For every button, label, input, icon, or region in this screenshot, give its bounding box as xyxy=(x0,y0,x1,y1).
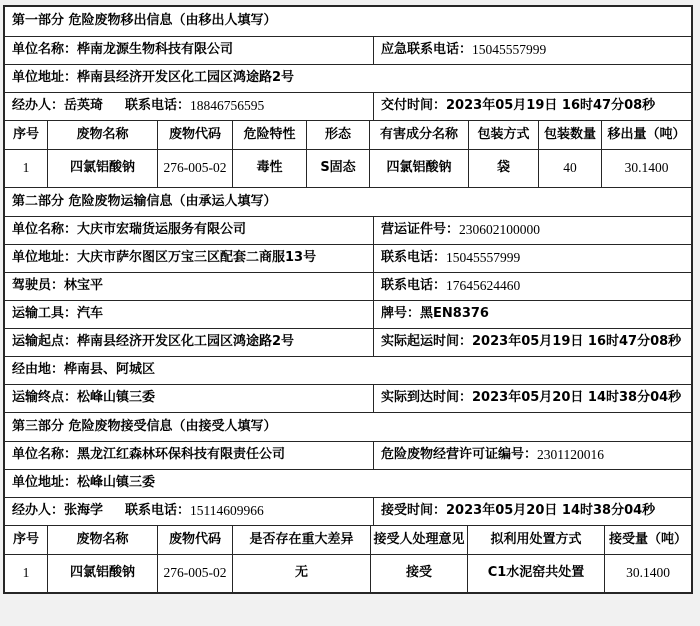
part3-table-header-row xyxy=(5,525,691,554)
field-label: 单位名称： xyxy=(12,42,78,58)
waste-serial: 1 xyxy=(22,160,30,176)
field-value: 松峰山镇三委 xyxy=(77,390,156,406)
waste-code: 276-005-02 xyxy=(157,555,232,592)
field-label: 单位地址： xyxy=(12,70,78,86)
field-label: 经由地： xyxy=(12,362,65,378)
part2-address-row xyxy=(5,244,691,272)
part2-phone-cell xyxy=(373,245,691,272)
field-value: 15045557999 xyxy=(472,42,547,58)
part1-unit-address-cell xyxy=(5,65,691,92)
via-cell xyxy=(5,357,691,384)
column-header: 拟利用处置方式 xyxy=(467,526,604,554)
field-value: 桦南县、阿城区 xyxy=(64,362,156,378)
part3-title-row xyxy=(5,412,691,441)
part2-title-row xyxy=(5,187,691,216)
field-label: 联系电话： xyxy=(125,503,191,519)
column-header: 移出量（吨） xyxy=(601,121,691,149)
field-value: 黑EN8376 xyxy=(420,306,489,322)
part2-driver-row xyxy=(5,272,691,300)
field-value: 230602100000 xyxy=(459,222,541,238)
accept-time-cell xyxy=(373,498,691,525)
destination-cell xyxy=(5,385,373,412)
column-header: 有害成分名称 xyxy=(369,121,468,149)
field-value: 2301120016 xyxy=(537,447,605,463)
part1-unitname-row xyxy=(5,36,691,64)
field-value: 林宝平 xyxy=(64,278,104,294)
part3-unit-name-cell xyxy=(5,442,373,469)
field-label: 单位名称： xyxy=(12,222,78,238)
field-label: 危险废物经营许可证编号： xyxy=(381,447,538,463)
field-value: 15114609966 xyxy=(190,503,264,519)
field-label: 单位名称： xyxy=(12,447,78,463)
part1-title: 第一部分 危险废物移出信息（由移出人填写） xyxy=(12,13,277,29)
part2-unit-address-cell xyxy=(5,245,373,272)
part3-title: 第三部分 危险废物接受信息（由接受人填写） xyxy=(12,418,277,434)
field-label: 实际到达时间： xyxy=(381,390,473,406)
field-label: 经办人： xyxy=(12,503,65,519)
part2-title: 第二部分 危险废物运输信息（由承运人填写） xyxy=(12,193,277,209)
field-label: 实际起运时间： xyxy=(381,334,473,350)
part1-agent-cell xyxy=(5,93,373,120)
part2-vehicle-row xyxy=(5,300,691,328)
column-header: 形态 xyxy=(306,121,369,149)
field-value: 15045557999 xyxy=(446,250,521,266)
column-header: 接受量（吨） xyxy=(604,526,691,554)
field-label: 联系电话： xyxy=(381,250,447,266)
waste-transfer-manifest xyxy=(3,5,693,594)
major-difference: 无 xyxy=(232,555,370,592)
column-header: 序号 xyxy=(12,126,39,142)
column-header: 废物代码 xyxy=(157,526,232,554)
field-value: 18846756595 xyxy=(190,98,265,114)
field-label: 应急联系电话： xyxy=(381,42,473,58)
column-header: 包装数量 xyxy=(538,121,601,149)
field-value: 2023年05月20日 14时38分04秒 xyxy=(472,390,682,406)
part3-unit-address-cell xyxy=(5,470,691,497)
part1-title-row xyxy=(5,7,691,36)
disposal-method: C1水泥窑共处置 xyxy=(467,555,604,592)
part1-address-row xyxy=(5,64,691,92)
vehicle-cell xyxy=(5,301,373,328)
transfer-amount: 30.1400 xyxy=(601,150,691,187)
part2-unit-name-cell xyxy=(5,217,373,244)
part2-via-row xyxy=(5,356,691,384)
field-value: 桦南龙源生物科技有限公司 xyxy=(77,42,234,58)
field-label: 牌号： xyxy=(381,306,421,322)
part2-unitname-row xyxy=(5,216,691,244)
field-label: 运输工具： xyxy=(12,306,78,322)
column-header: 包装方式 xyxy=(468,121,538,149)
field-value: 2023年05月20日 14时38分04秒 xyxy=(446,503,656,519)
field-label: 运输起点： xyxy=(12,334,78,350)
part2-license-cell xyxy=(373,217,691,244)
part2-origin-row xyxy=(5,328,691,356)
field-value: 桦南县经济开发区化工园区鸿途路2号 xyxy=(77,70,295,86)
column-header: 废物名称 xyxy=(47,121,157,149)
part3-address-row xyxy=(5,469,691,497)
field-value: 17645624460 xyxy=(446,278,521,294)
part1-table-header-row xyxy=(5,120,691,149)
harmful-component: 四氯铝酸钠 xyxy=(369,150,468,187)
field-value: 松峰山镇三委 xyxy=(77,475,156,491)
column-header: 接受人处理意见 xyxy=(370,526,467,554)
field-value: 张海学 xyxy=(64,503,104,519)
column-header: 是否存在重大差异 xyxy=(232,526,370,554)
part2-destination-row xyxy=(5,384,691,412)
part1-delivery-time-cell xyxy=(373,93,691,120)
column-header: 废物代码 xyxy=(157,121,232,149)
part3-table-data-row xyxy=(5,554,691,592)
field-label: 驾驶员： xyxy=(12,278,65,294)
field-value: 岳英琦 xyxy=(64,98,104,114)
field-value: 2023年05月19日 16时47分08秒 xyxy=(472,334,682,350)
waste-form: S固态 xyxy=(306,150,369,187)
receiver-opinion: 接受 xyxy=(370,555,467,592)
field-label: 经办人： xyxy=(12,98,65,114)
column-header: 序号 xyxy=(12,531,39,547)
hazard-trait: 毒性 xyxy=(232,150,306,187)
part3-agent-cell xyxy=(5,498,373,525)
agent-pair xyxy=(12,98,125,114)
permit-no-cell xyxy=(373,442,691,469)
column-header: 废物名称 xyxy=(47,526,157,554)
field-value: 大庆市宏瑞货运服务有限公司 xyxy=(77,222,247,238)
waste-name: 四氯铝酸钠 xyxy=(47,150,157,187)
field-label: 运输终点： xyxy=(12,390,78,406)
part1-table-data-row xyxy=(5,149,691,187)
field-label: 单位地址： xyxy=(12,475,78,491)
field-value: 大庆市萨尔图区万宝三区配套二商服13号 xyxy=(77,250,317,266)
field-value: 黑龙江红森林环保科技有限责任公司 xyxy=(77,447,286,463)
field-value: 汽车 xyxy=(77,306,104,322)
field-label: 联系电话： xyxy=(381,278,447,294)
field-label: 营运证件号： xyxy=(381,222,460,238)
depart-time-cell xyxy=(373,329,691,356)
field-label: 单位地址： xyxy=(12,250,78,266)
waste-code: 276-005-02 xyxy=(157,150,232,187)
agent-pair xyxy=(12,503,125,519)
origin-cell xyxy=(5,329,373,356)
driver-cell xyxy=(5,273,373,300)
field-label: 联系电话： xyxy=(125,98,191,114)
package-count: 40 xyxy=(538,150,601,187)
accept-amount: 30.1400 xyxy=(604,555,691,592)
arrival-time-cell xyxy=(373,385,691,412)
package-type: 袋 xyxy=(468,150,538,187)
waste-name: 四氯铝酸钠 xyxy=(47,555,157,592)
field-value: 桦南县经济开发区化工园区鸿途路2号 xyxy=(77,334,295,350)
waste-serial: 1 xyxy=(22,565,30,581)
field-label: 接受时间： xyxy=(381,503,447,519)
driver-phone-cell xyxy=(373,273,691,300)
part3-unitname-row xyxy=(5,441,691,469)
plate-cell xyxy=(373,301,691,328)
part3-agent-row xyxy=(5,497,691,525)
part1-agent-row xyxy=(5,92,691,120)
field-value: 2023年05月19日 16时47分08秒 xyxy=(446,98,656,114)
part1-unit-name-cell xyxy=(5,37,373,64)
column-header: 危险特性 xyxy=(232,121,306,149)
part1-emergency-phone-cell xyxy=(373,37,691,64)
field-label: 交付时间： xyxy=(381,98,447,114)
